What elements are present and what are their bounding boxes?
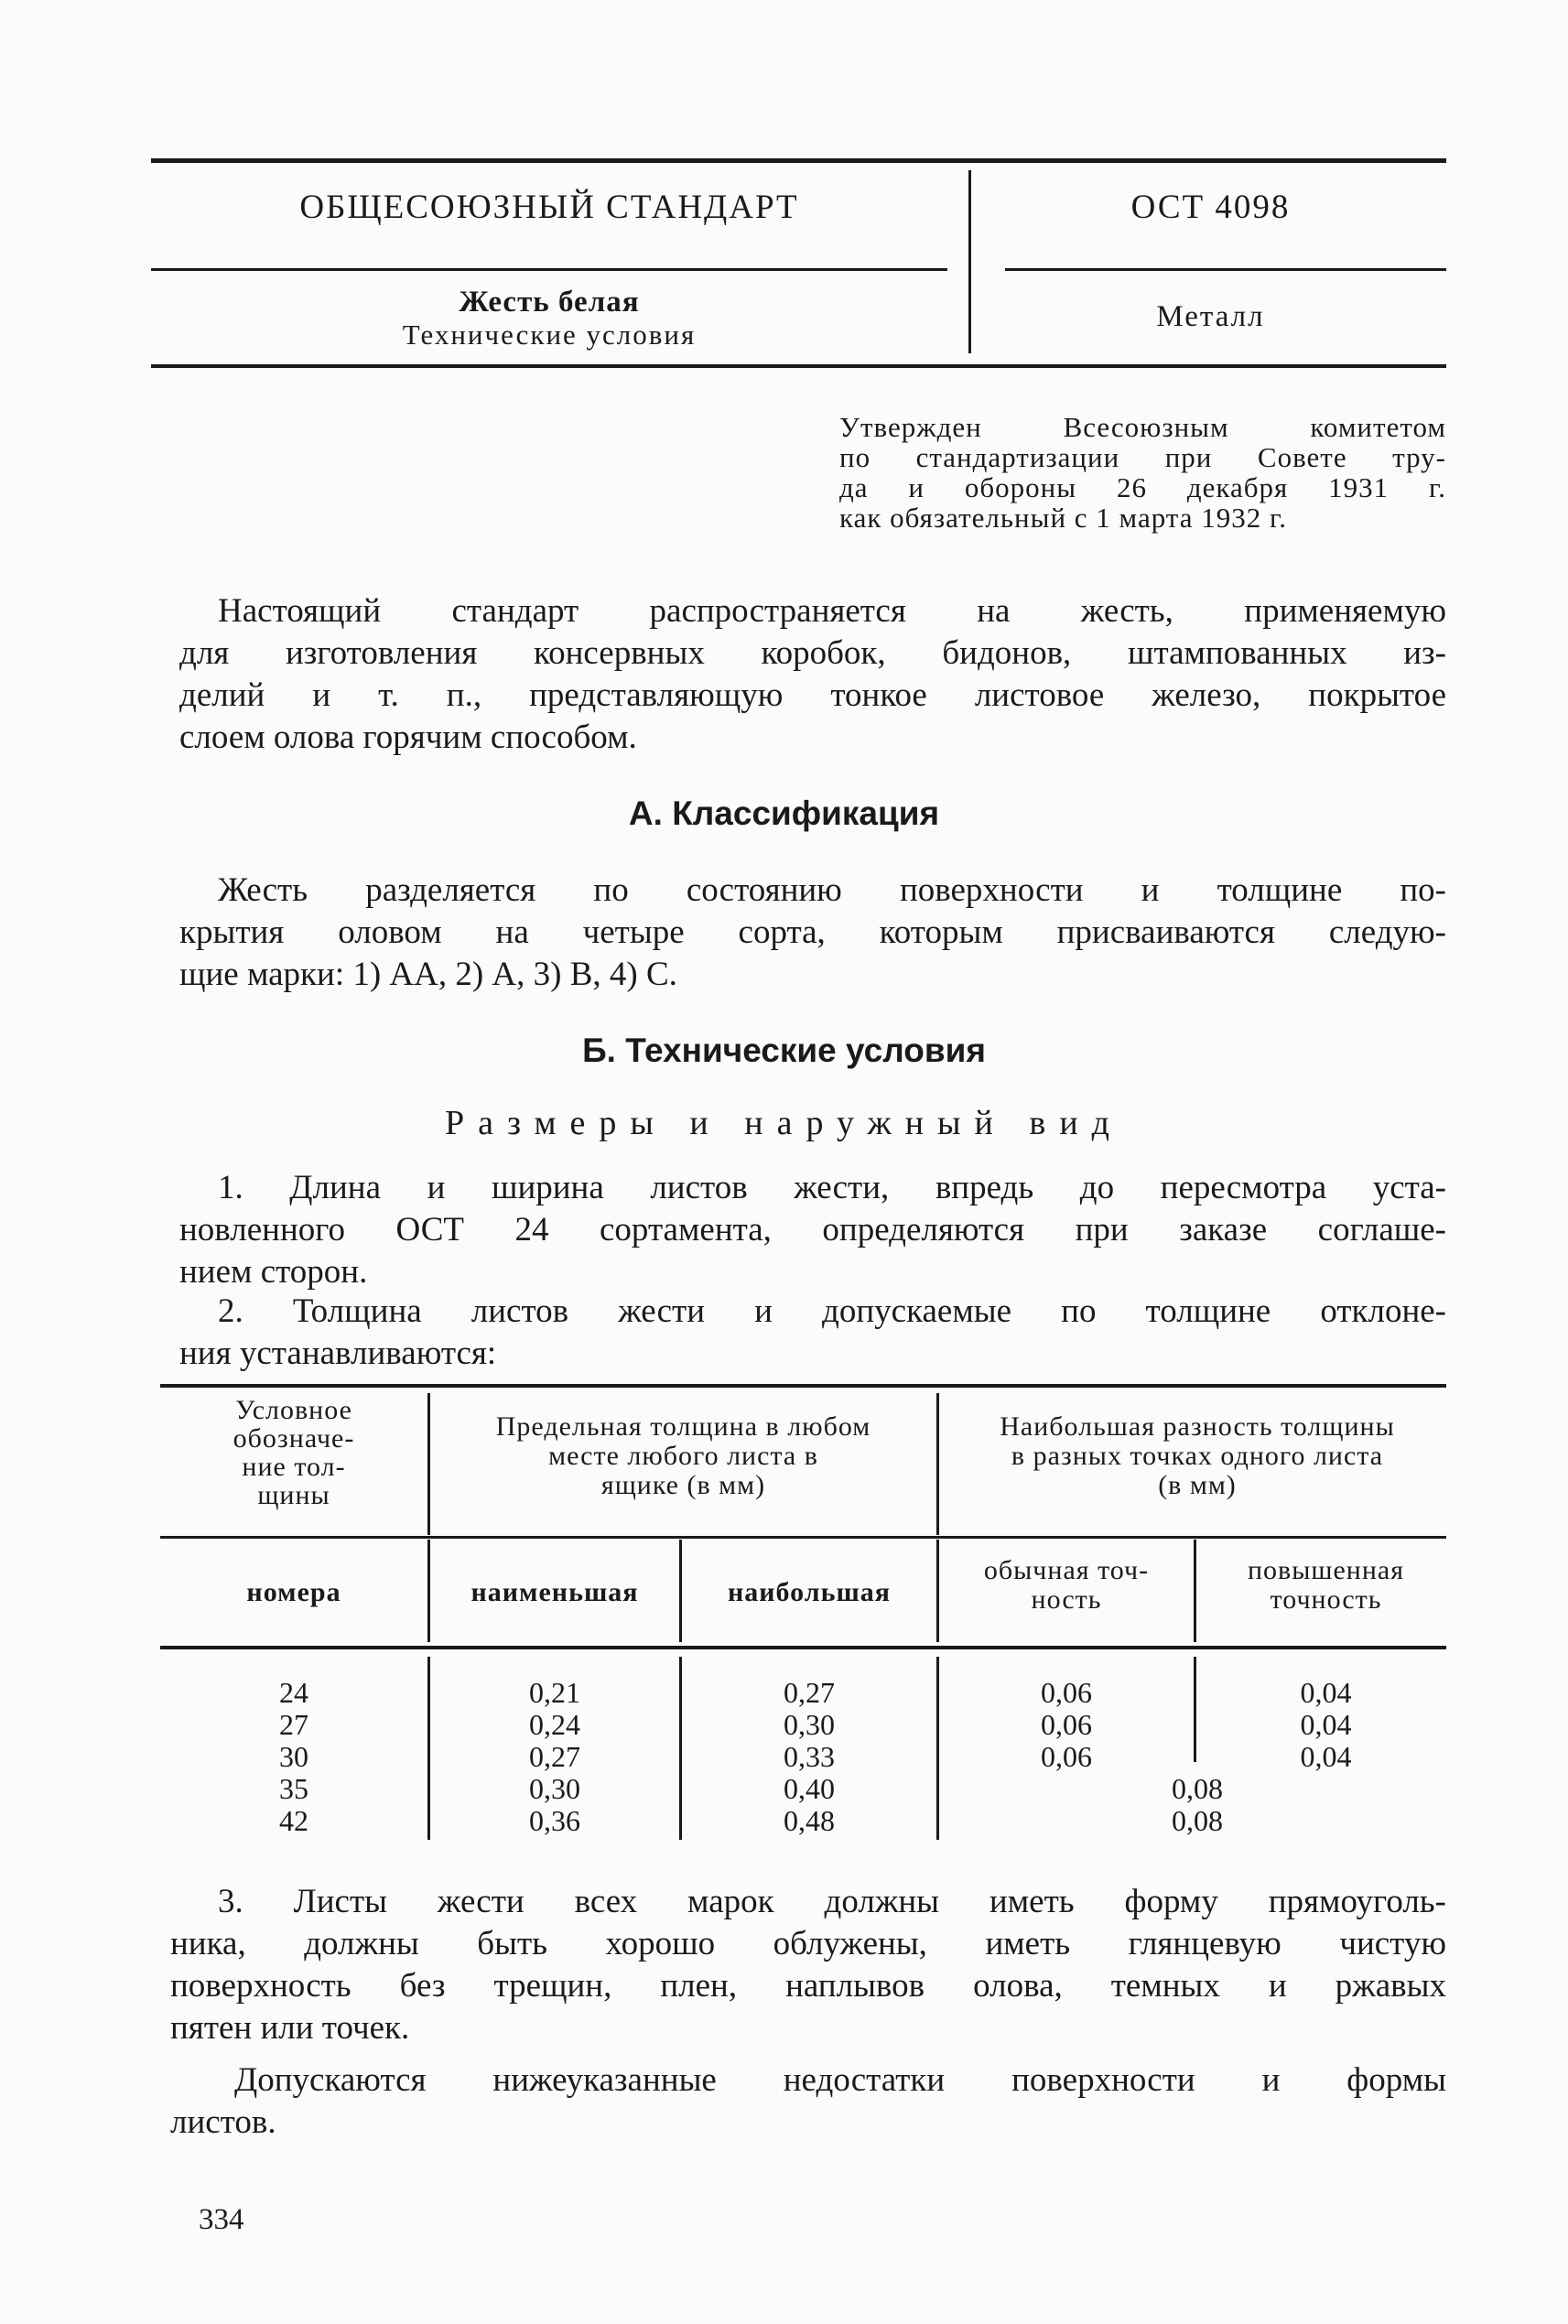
category-label: Металл: [1156, 300, 1265, 333]
header-line: обозначе-: [232, 1423, 355, 1454]
approval-note: [839, 412, 1446, 533]
text-line: Настоящий стандарт распространяется на жесть, применяемую: [218, 592, 1446, 630]
text-line: делий и т. п., представляющую тонкое листовое железо, покрытое: [179, 676, 1446, 714]
header-line: (в мм): [1158, 1470, 1237, 1500]
header-line: ние тол-: [242, 1452, 346, 1482]
table-cell: 0,08: [1172, 1804, 1223, 1837]
numbers-column: [160, 1677, 427, 1837]
subject-title: Жесть белая: [459, 286, 640, 319]
header-top-rule: [151, 158, 1446, 163]
table-cell: 30: [279, 1740, 308, 1773]
max-column: [682, 1677, 936, 1837]
text-line: 1. Длина и ширина листов жести, впредь до пересмотра уста-: [218, 1169, 1446, 1206]
header-line: Условное: [235, 1395, 352, 1425]
approval-line: Утвержден Всесоюзным комитетом: [839, 411, 1446, 443]
approval-line: как обязательный с 1 марта 1932 г.: [839, 502, 1287, 534]
text-line: ния устанавливаются:: [179, 1335, 497, 1372]
header-line: ность: [1031, 1584, 1102, 1615]
subheader-numbers: номера: [246, 1577, 341, 1607]
table-cell: 0,06: [1041, 1740, 1092, 1773]
text-line: слоем олова горячим способом.: [179, 719, 637, 756]
table-cell: 0,04: [1300, 1676, 1352, 1709]
table-cell: 0,30: [529, 1772, 580, 1805]
text-line: поверхность без трещин, плен, наплывов олова, темных и ржавых: [170, 1967, 1446, 2005]
section-b-heading: Б. Технические условия: [582, 1032, 986, 1069]
text-line: 3. Листы жести всех марок должны иметь форму прямоуголь-: [218, 1883, 1446, 1920]
standard-title: ОБЩЕСОЮЗНЫЙ СТАНДАРТ: [299, 189, 799, 226]
text-line: Допускаются нижеуказанные недостатки поверхности и формы: [234, 2061, 1446, 2099]
col-header-limit-thickness: [430, 1412, 936, 1500]
approval-line: по стандартизации при Совете тру-: [839, 441, 1446, 473]
table-cell: 0,06: [1041, 1676, 1092, 1709]
header-line: обычная точ-: [983, 1555, 1150, 1585]
col-header-designation: [160, 1396, 427, 1509]
header-mid-rule-left: [151, 268, 947, 271]
header-line: ящике (в мм): [600, 1470, 766, 1500]
paragraph-2: [179, 1291, 1446, 1375]
table-cell: 0,33: [784, 1740, 835, 1773]
table-cell: 0,24: [529, 1708, 580, 1741]
header-line: в разных точках одного листа: [1011, 1441, 1384, 1471]
text-line: Жесть разделяется по состоянию поверхности и толщине по-: [218, 871, 1446, 909]
table-cell: 35: [279, 1772, 308, 1805]
table-cell: 27: [279, 1708, 308, 1741]
subheader-max: наибольшая: [727, 1577, 892, 1607]
table-top-rule: [160, 1384, 1446, 1388]
subheader-normal-precision: [939, 1556, 1194, 1615]
header-line: точность: [1270, 1584, 1382, 1615]
paragraph-3: [170, 1881, 1446, 2049]
text-line: листов.: [170, 2103, 276, 2141]
table-cell: 24: [279, 1676, 308, 1709]
text-line: крытия оловом на четыре сорта, которым присваиваются следую-: [179, 913, 1446, 951]
header-line: щины: [257, 1480, 330, 1510]
table-cell: 0,48: [784, 1804, 835, 1837]
header-line: месте любого листа в: [548, 1441, 818, 1471]
table-cell: 0,27: [784, 1676, 835, 1709]
table-cell: 0,21: [529, 1676, 580, 1709]
paragraph-4: [170, 2059, 1446, 2144]
table-cell: 0,04: [1300, 1740, 1352, 1773]
normal-precision-column: [939, 1677, 1194, 1773]
table-cell: 0,36: [529, 1804, 580, 1837]
section-a-heading: А. Классификация: [628, 794, 940, 832]
text-line: ника, должны быть хорошо облужены, иметь глянцевую чистую: [170, 1925, 1446, 1962]
high-precision-column: [1196, 1677, 1455, 1773]
header-line: Предельная толщина в любом: [495, 1411, 871, 1442]
text-line: нием сторон.: [179, 1253, 368, 1291]
text-line: пятен или точек.: [170, 2009, 410, 2047]
approval-line: да и обороны 26 декабря 1931 г.: [839, 471, 1446, 503]
min-column: [430, 1677, 679, 1837]
header-divider: [968, 170, 971, 353]
intro-paragraph: [179, 590, 1446, 759]
subheader-high-precision: [1196, 1556, 1455, 1615]
col-header-thickness-difference: [939, 1412, 1455, 1500]
table-cell: 0,27: [529, 1740, 580, 1773]
header-line: Наибольшая разность толщины: [1000, 1411, 1395, 1442]
subheader-min: наименьшая: [470, 1577, 639, 1607]
text-line: щие марки: 1) АА, 2) А, 3) В, 4) С.: [179, 956, 677, 993]
table-header-rule: [160, 1536, 1446, 1539]
table-cell: 0,06: [1041, 1708, 1092, 1741]
header-mid-rule-right: [1005, 268, 1446, 271]
table-body-rule: [160, 1646, 1446, 1649]
standard-code: ОСТ 4098: [1130, 189, 1291, 226]
table-cell: 0,40: [784, 1772, 835, 1805]
text-line: 2. Толщина листов жести и допускаемые по толщине отклоне-: [218, 1292, 1446, 1330]
header-line: повышенная: [1247, 1555, 1404, 1585]
text-line: для изготовления консервных коробок, бидонов, штампованных из-: [179, 634, 1446, 672]
section-b-subtitle: Размеры и наружный вид: [444, 1104, 1124, 1142]
merged-difference-cells: [939, 1773, 1455, 1837]
subject-subtitle: Технические условия: [402, 319, 697, 351]
header-bottom-rule: [151, 364, 1446, 368]
table-cell: 42: [279, 1804, 308, 1837]
table-cell: 0,04: [1300, 1708, 1352, 1741]
paragraph-1: [179, 1167, 1446, 1293]
page-number: 334: [199, 2203, 244, 2236]
text-line: новленного ОСТ 24 сортамента, определяются при заказе соглаше-: [179, 1211, 1446, 1248]
classification-paragraph: [179, 870, 1446, 996]
table-cell: 0,08: [1172, 1772, 1223, 1805]
table-cell: 0,30: [784, 1708, 835, 1741]
